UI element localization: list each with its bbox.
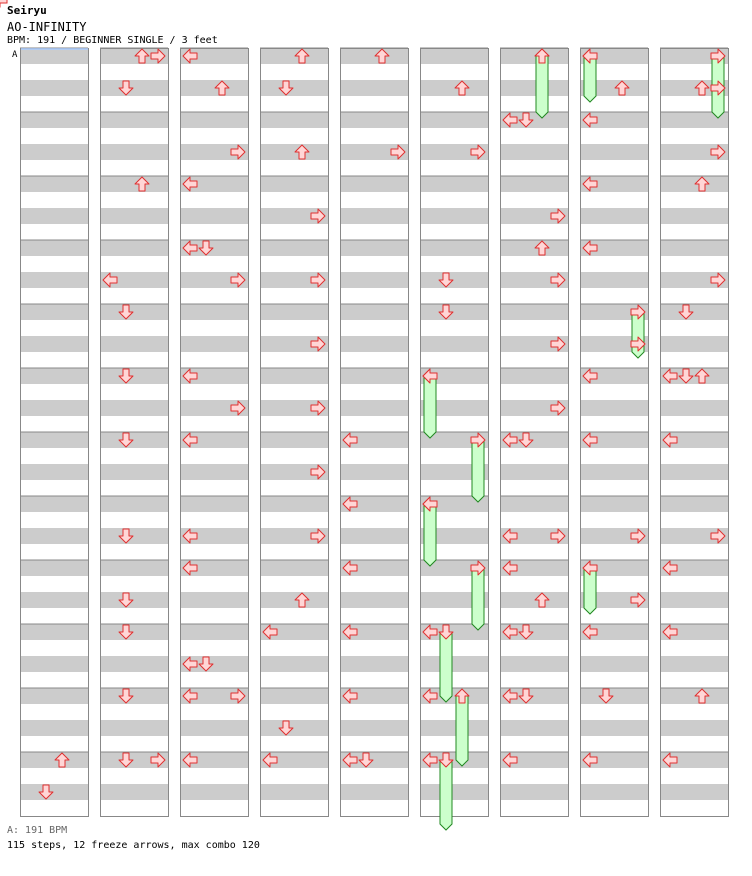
- beat-stripe: [100, 112, 168, 128]
- beat-stripe: [420, 336, 488, 352]
- beat-stripe: [500, 304, 568, 320]
- beat-stripe: [100, 528, 168, 544]
- beat-stripe: [100, 432, 168, 448]
- beat-stripe: [340, 176, 408, 192]
- beat-stripe: [420, 208, 488, 224]
- beat-stripe: [420, 240, 488, 256]
- beat-stripe: [20, 48, 88, 64]
- beat-stripe: [100, 560, 168, 576]
- beat-stripe: [580, 208, 648, 224]
- beat-stripe: [20, 112, 88, 128]
- beat-stripe: [180, 784, 248, 800]
- freeze-body: [456, 696, 468, 766]
- beat-stripe: [100, 240, 168, 256]
- beat-stripe: [20, 720, 88, 736]
- beat-stripe: [260, 80, 328, 96]
- beat-stripe: [660, 208, 728, 224]
- song-title: AO-INFINITY: [7, 20, 87, 34]
- beat-stripe: [260, 688, 328, 704]
- beat-stripe: [100, 144, 168, 160]
- beat-stripe: [660, 464, 728, 480]
- beat-stripe: [500, 80, 568, 96]
- beat-stripe: [500, 464, 568, 480]
- beat-stripe: [500, 592, 568, 608]
- beat-stripe: [260, 720, 328, 736]
- freeze-body: [424, 504, 436, 566]
- beat-stripe: [580, 496, 648, 512]
- beat-stripe: [260, 176, 328, 192]
- freeze-arrow: [439, 753, 453, 830]
- freeze-body: [440, 632, 452, 702]
- beat-stripe: [660, 176, 728, 192]
- beat-stripe: [420, 656, 488, 672]
- freeze-body: [472, 440, 484, 502]
- freeze-body: [440, 760, 452, 830]
- beat-stripe: [20, 336, 88, 352]
- beat-stripe: [340, 240, 408, 256]
- beat-stripe: [660, 784, 728, 800]
- beat-stripe: [180, 592, 248, 608]
- freeze-arrow: [471, 561, 485, 630]
- beat-stripe: [180, 112, 248, 128]
- beat-stripe: [20, 432, 88, 448]
- beat-stripe: [100, 720, 168, 736]
- beat-stripe: [100, 624, 168, 640]
- beat-stripe: [100, 80, 168, 96]
- beat-stripe: [580, 720, 648, 736]
- beat-stripe: [580, 400, 648, 416]
- beat-stripe: [20, 368, 88, 384]
- beat-stripe: [580, 688, 648, 704]
- freeze-arrow: [455, 689, 469, 766]
- beat-stripe: [340, 528, 408, 544]
- beat-stripe: [100, 688, 168, 704]
- beat-stripe: [180, 208, 248, 224]
- beat-stripe: [20, 400, 88, 416]
- beat-stripe: [100, 656, 168, 672]
- beat-stripe: [420, 272, 488, 288]
- chart-column: [580, 48, 649, 817]
- beat-stripe: [100, 208, 168, 224]
- beat-stripe: [340, 720, 408, 736]
- beat-stripe: [100, 176, 168, 192]
- beat-stripe: [260, 304, 328, 320]
- chart-column: [100, 48, 169, 817]
- beat-stripe: [660, 688, 728, 704]
- beat-stripe: [180, 336, 248, 352]
- freeze-arrow: [471, 433, 485, 502]
- beat-stripe: [340, 368, 408, 384]
- beat-stripe: [340, 656, 408, 672]
- beat-stripe: [340, 592, 408, 608]
- beat-stripe: [420, 720, 488, 736]
- beat-stripe: [500, 784, 568, 800]
- beat-stripe: [420, 784, 488, 800]
- beat-stripe: [100, 400, 168, 416]
- beat-stripe: [20, 80, 88, 96]
- beat-stripe: [500, 656, 568, 672]
- beat-stripe: [260, 656, 328, 672]
- beat-stripe: [340, 272, 408, 288]
- beat-stripe: [20, 496, 88, 512]
- freeze-body: [472, 568, 484, 630]
- chart-stats: 115 steps, 12 freeze arrows, max combo 120: [7, 840, 260, 851]
- beat-stripe: [100, 464, 168, 480]
- beat-stripe: [580, 144, 648, 160]
- beat-stripe: [420, 48, 488, 64]
- beat-stripe: [260, 496, 328, 512]
- freeze-body: [536, 56, 548, 118]
- beat-stripe: [340, 784, 408, 800]
- freeze-arrow: [583, 561, 597, 614]
- beat-stripe: [100, 304, 168, 320]
- beat-stripe: [20, 144, 88, 160]
- beat-stripe: [420, 112, 488, 128]
- beat-stripe: [20, 688, 88, 704]
- beat-stripe: [580, 272, 648, 288]
- beat-stripe: [340, 48, 408, 64]
- beat-stripe: [500, 240, 568, 256]
- beat-stripe: [260, 560, 328, 576]
- chart-column: [20, 48, 89, 817]
- beat-stripe: [340, 464, 408, 480]
- beat-stripe: [340, 208, 408, 224]
- beat-stripe: [20, 240, 88, 256]
- beat-stripe: [20, 272, 88, 288]
- beat-stripe: [580, 784, 648, 800]
- beat-stripe: [260, 112, 328, 128]
- chart-column: [660, 48, 729, 817]
- beat-stripe: [100, 336, 168, 352]
- beat-stripe: [260, 784, 328, 800]
- step-arrow-undefined: [0, 0, 7, 7]
- beat-stripe: [500, 144, 568, 160]
- beat-stripe: [100, 368, 168, 384]
- beat-stripe: [580, 464, 648, 480]
- beat-stripe: [580, 656, 648, 672]
- beat-stripe: [660, 400, 728, 416]
- beat-stripe: [20, 752, 88, 768]
- beat-stripe: [20, 784, 88, 800]
- beat-stripe: [420, 80, 488, 96]
- beat-stripe: [20, 208, 88, 224]
- beat-stripe: [20, 176, 88, 192]
- beat-stripe: [420, 304, 488, 320]
- beat-stripe: [20, 464, 88, 480]
- beat-stripe: [340, 336, 408, 352]
- beat-stripe: [20, 624, 88, 640]
- beat-stripe: [180, 80, 248, 96]
- beat-stripe: [180, 496, 248, 512]
- song-artist: Seiryu: [7, 4, 47, 17]
- beat-stripe: [660, 336, 728, 352]
- freeze-body: [424, 376, 436, 438]
- beat-stripe: [100, 784, 168, 800]
- beat-stripe: [420, 176, 488, 192]
- beat-stripe: [500, 176, 568, 192]
- beat-stripe: [500, 720, 568, 736]
- beat-stripe: [20, 656, 88, 672]
- beat-stripe: [180, 720, 248, 736]
- beat-stripe: [260, 368, 328, 384]
- beat-stripe: [500, 368, 568, 384]
- chart-info: BPM: 191 / BEGINNER SINGLE / 3 feet: [7, 35, 218, 46]
- beat-stripe: [100, 592, 168, 608]
- beat-stripe: [260, 592, 328, 608]
- beat-stripe: [180, 464, 248, 480]
- beat-stripe: [100, 496, 168, 512]
- beat-stripe: [340, 400, 408, 416]
- beat-stripe: [500, 48, 568, 64]
- beat-stripe: [660, 304, 728, 320]
- beat-stripe: [340, 304, 408, 320]
- beat-stripe: [260, 432, 328, 448]
- beat-stripe: [340, 80, 408, 96]
- beat-stripe: [660, 240, 728, 256]
- beat-stripe: [20, 592, 88, 608]
- beat-stripe: [660, 720, 728, 736]
- beat-stripe: [260, 144, 328, 160]
- chart-column: [260, 48, 329, 817]
- beat-stripe: [20, 304, 88, 320]
- beat-stripe: [20, 528, 88, 544]
- beat-stripe: [260, 240, 328, 256]
- arrow-undefined-icon: [0, 0, 7, 7]
- beat-stripe: [180, 624, 248, 640]
- beat-stripe: [260, 48, 328, 64]
- beat-stripe: [660, 496, 728, 512]
- bpm-legend: A: 191 BPM: [7, 825, 68, 836]
- freeze-arrow: [439, 625, 453, 702]
- beat-stripe: [340, 112, 408, 128]
- bpm-marker-label: A: [12, 50, 18, 60]
- beat-stripe: [660, 592, 728, 608]
- beat-stripe: [180, 304, 248, 320]
- beat-stripe: [20, 560, 88, 576]
- beat-stripe: [660, 656, 728, 672]
- beat-stripe: [500, 496, 568, 512]
